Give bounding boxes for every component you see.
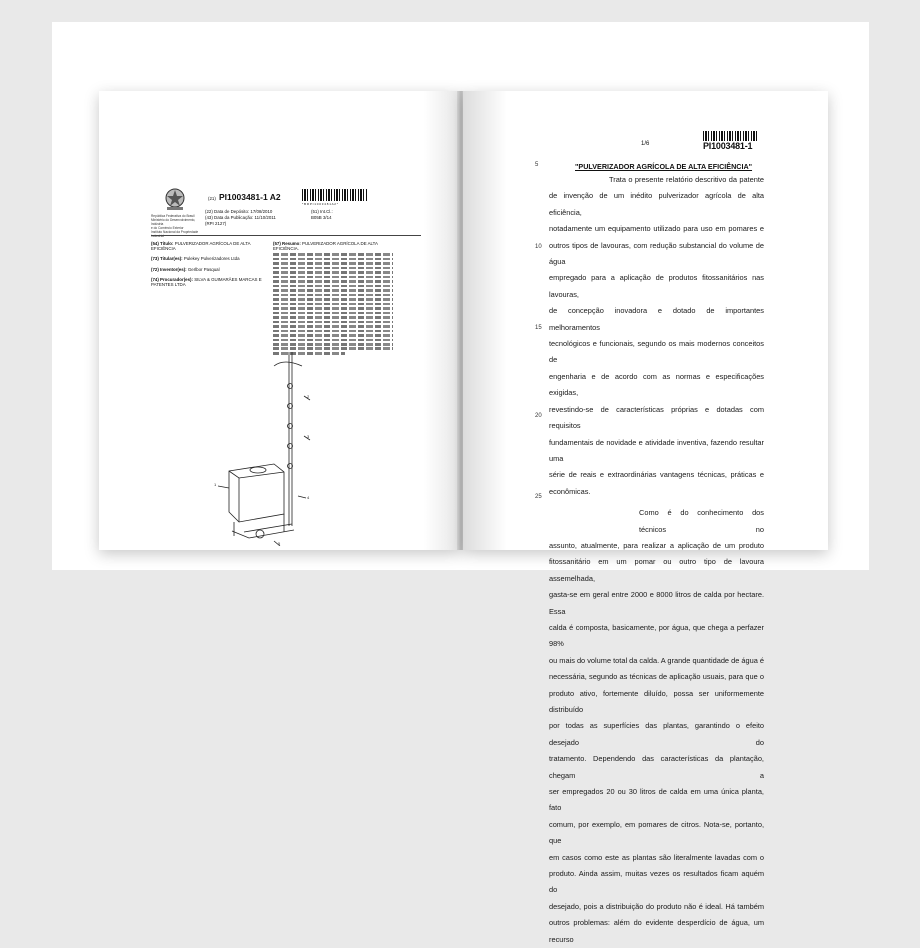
text-line: Trata o presente relatório descritivo da patente — [609, 175, 764, 184]
text-line: gasta-se em geral entre 2000 e 8000 litros de calda por hectare. Essa — [549, 590, 764, 616]
svg-text:3: 3 — [307, 434, 310, 439]
line-number: 10 — [535, 244, 542, 250]
brazil-coat-of-arms-icon — [164, 187, 186, 211]
owner-value: Pulekey Pulverizadores Ltda — [183, 256, 240, 262]
sprayer-drawing-figure — [214, 346, 314, 546]
publication-date: (43) Data da Publicação: 11/10/2011 — [205, 215, 276, 220]
abstract-heading — [273, 241, 393, 251]
text-line: por todas as superfícies das plantas, garantindo o efeito desejado do — [549, 721, 764, 747]
publication-number: PI1003481-1 A2 — [219, 192, 281, 202]
text-line: engenharia e de acordo com as normas e especificações exigidas, — [549, 371, 764, 398]
rpi-number: (RPI 2127) — [205, 221, 227, 226]
text-line: fitossanitário em um pomar ou outro tipo de lavoura assemelhada, — [549, 557, 764, 583]
title-field — [151, 241, 264, 251]
inventor-label: (72) Inventor(es): — [151, 266, 187, 272]
inventor-value: Gerlbor Pasqual — [187, 266, 220, 272]
int-cl-label: (51) Int.Cl.: — [311, 209, 333, 214]
document-title: "PULVERIZADOR AGRÍCOLA DE ALTA EFICIÊNCIA" — [575, 162, 753, 171]
agency-line: e do Comércio Exterior — [151, 225, 184, 230]
abstract-label: (57) Resumo: — [273, 241, 301, 246]
document-number: PI1003481-1 — [703, 141, 753, 151]
filing-date: (22) Data de Depósito: 17/08/2010 — [205, 209, 273, 214]
text-line: de invenção de um inédito pulverizador agrícola de alta eficiência, — [549, 191, 764, 217]
title-label: (54) Título: — [151, 241, 174, 246]
abstract-text-lines — [273, 253, 393, 354]
text-line: outros tipos de lavouras, com redução substancial do volume de água — [549, 240, 764, 267]
svg-text:2: 2 — [307, 394, 310, 399]
text-line: ser empregados 20 ou 30 litros de calda em uma única planta, fato — [549, 787, 764, 813]
text-line: outros problemas: além do evidente desperdício de água, um recurso — [549, 918, 764, 944]
divider — [151, 235, 421, 236]
text-line: revestindo-se de características próprias e dotadas com requisitos — [549, 404, 764, 431]
barcode — [703, 131, 758, 141]
line-number: 5 — [535, 162, 539, 168]
text-line: econômicas. — [549, 486, 591, 496]
attorney-field — [151, 277, 264, 287]
agency-line: Instituto Nacional da Propriedade — [151, 229, 199, 234]
svg-text:1: 1 — [214, 482, 217, 487]
text-line: comum, por exemplo, em pomares de citros. Nota-se, portanto, que — [549, 819, 764, 846]
left-page — [99, 91, 460, 550]
text-line: série de reais e extraordinárias vantagens técnicas, práticas e — [549, 470, 764, 480]
line-number: 25 — [535, 494, 542, 500]
title-value: PULVERIZADOR AGRÍCOLA DE ALTA EFICIÊNCIA — [151, 241, 251, 252]
body-text — [549, 172, 764, 948]
pub-code-label: (21) — [208, 196, 216, 201]
text-line: calda é composta, basicamente, por água, que chega a perfazer 98% — [549, 622, 764, 649]
background-canvas — [52, 22, 869, 944]
text-line: ou mais do volume total da calda. A grande quantidade de água é — [549, 655, 764, 665]
abstract-title: PULVERIZADOR AGRÍCOLA DE ALTA EFICIÊNCIA. — [273, 241, 378, 252]
text-line: tecnológicos e funcionais, segundo os mais modernos conceitos de — [549, 339, 764, 365]
text-line: notadamente um equipamento utilizado para uso em pomares e — [549, 224, 764, 234]
text-line: assunto, atualmente, para realizar a aplicação de um produto — [549, 540, 764, 550]
int-cl-value: B05B 3/14 — [311, 215, 332, 220]
svg-text:5: 5 — [278, 541, 281, 546]
text-line: empregado para a aplicação de produtos fitossanitários nas lavouras, — [549, 273, 764, 299]
text-line: produto. Ainda assim, muitas vezes os resultados ficam aquém do — [549, 869, 764, 895]
attorney-label: (74) Procurador(es): — [151, 276, 193, 282]
text-line: produto ativo, fortemente diluído, possa ser uniformemente distribuído — [549, 688, 764, 714]
page-number: 1/6 — [641, 141, 650, 147]
text-line: de concepção inovadora e dotado de importantes melhoramentos — [549, 306, 764, 332]
line-number: 20 — [535, 413, 542, 419]
agency-line: República Federativa do Brasil — [151, 214, 195, 218]
line-number: 15 — [535, 325, 542, 331]
barcode-text: * B R P I 1 0 0 3 4 8 1 A 2 * — [302, 202, 338, 206]
text-line: desejado, pois a distribuição do produto não é ideal. Há também — [549, 901, 764, 911]
barcode — [302, 189, 368, 201]
owner-label: (73) Titular(es): — [151, 256, 183, 262]
text-line: Como é do conhecimento dos técnicos no — [639, 508, 764, 534]
text-line: em casos como este as plantas são literalmente lavadas com o — [549, 852, 764, 862]
agency-line: Ministério do Desenvolvimento, Indústria — [151, 217, 196, 226]
text-line: tratamento. Dependendo das características da plantação, chegam a — [549, 754, 764, 780]
bibliographic-block — [151, 241, 264, 287]
right-page — [463, 91, 828, 944]
attorney-value: SILVA & GUIMARÃES MARCAS E PATENTES LTDA — [151, 276, 262, 288]
svg-text:4: 4 — [307, 495, 310, 500]
text-line: fundamentais de novidade e atividade inventiva, fazendo resultar uma — [549, 437, 764, 463]
text-line: necessária, segundo as técnicas de aplicação usuais, para que o — [549, 672, 764, 682]
abstract-block — [273, 241, 393, 356]
